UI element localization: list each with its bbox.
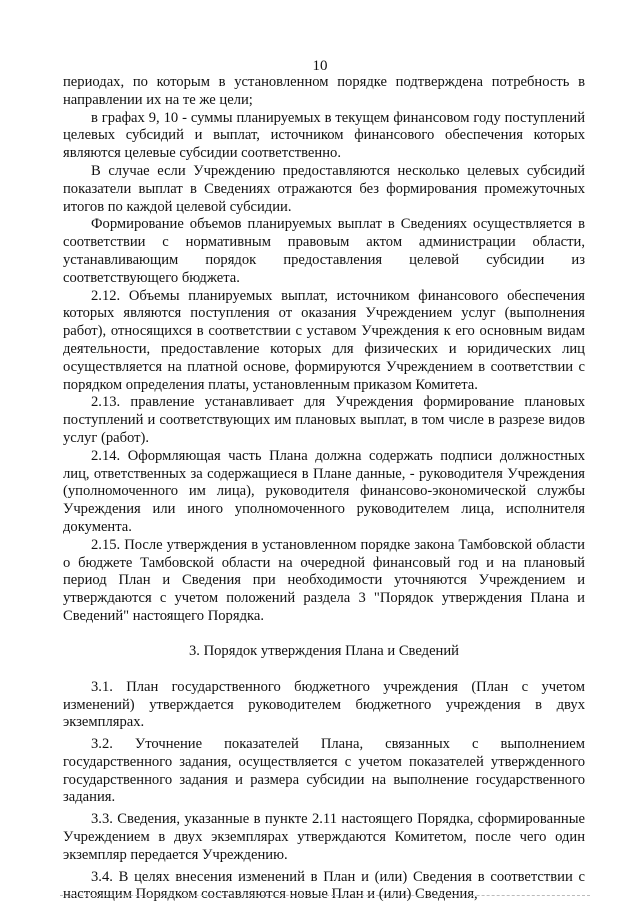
paragraph: В случае если Учреждению предоставляются несколько целевых субсидий показатели выплат в Сведениях отражаются без формирования промежуточных итогов по каждой целевой субсидии. [63,162,585,215]
document-body [63,74,585,904]
paragraph: 3.4. В целях внесения изменений в План и (или) Сведения в соответствии с настоящим Порядком составляются новые План и (или) Сведения, [63,868,585,903]
paragraph: 3.2. Уточнение показателей Плана, связанных с выполнением государственного задания, осуществляется с учетом показателей утвержденного государственного задания и размера субсидии на выполнение государственного задания. [63,736,585,806]
paragraph: периодах, по которым в установленном порядке подтверждена потребность в направлении их на те же цели; [63,74,585,108]
paragraph: Формирование объемов планируемых выплат в Сведениях осуществляется в соответствии с нормативным правовым актом администрации области, устанавливающим порядок предоставления целевой субсидии из соответствующего бюджета. [63,216,585,286]
paragraph: 2.15. После утверждения в установленном порядке закона Тамбовской области о бюджете Тамбовской области на очередной финансовый год и на плановый период План и Сведения при необходимости уточняются Учреждением и утверждаются с учетом положений раздела 3 "Порядок утверждения Плана и Сведений" настоящего Порядка. [63,536,585,624]
page-number: 10 [312,58,328,74]
page-bottom-rule [60,895,590,896]
paragraph: 3.3. Сведения, указанные в пункте 2.11 настоящего Порядка, сформированные Учреждением в двух экземплярах утверждаются Комитетом, после чего один экземпляр передается Учреждению. [63,811,585,863]
paragraph: в графах 9, 10 - суммы планируемых в текущем финансовом году поступлений целевых субсидий и выплат, источником финансового обеспечения которых являются целевые субсидии соответственно. [63,109,585,162]
paragraph: 2.12. Объемы планируемых выплат, источником финансового обеспечения которых являются поступления от оказания Учреждением услуг (выполнения работ), относящихся в соответствии с уставом Учреждения к его основным видам деятельности, предоставление которых для физических и юридических лиц осуществляется на платной основе, формируются Учреждением в соответствии с порядком определения платы, установленным приказом Комитета. [63,287,585,393]
paragraph: 2.13. правление устанавливает для Учреждения формирование плановых поступлений и соответствующих им плановых выплат, в том числе в разрезе видов услуг (работ). [63,394,585,446]
section-heading: 3. Порядок утверждения Плана и Сведений [189,642,459,659]
paragraph: 2.14. Оформляющая часть Плана должна содержать подписи должностных лиц, ответственных за содержащиеся в Плане данные, - руководителя Учреждения (уполномоченного им лица), руководителя финансово-экономической службы Учреждения или иного уполномоченного руководителем лица, исполнителя документа. [63,447,585,535]
paragraph: 3.1. План государственного бюджетного учреждения (План с учетом изменений) утверждается руководителем бюджетного учреждения в двух экземплярах. [63,678,585,731]
